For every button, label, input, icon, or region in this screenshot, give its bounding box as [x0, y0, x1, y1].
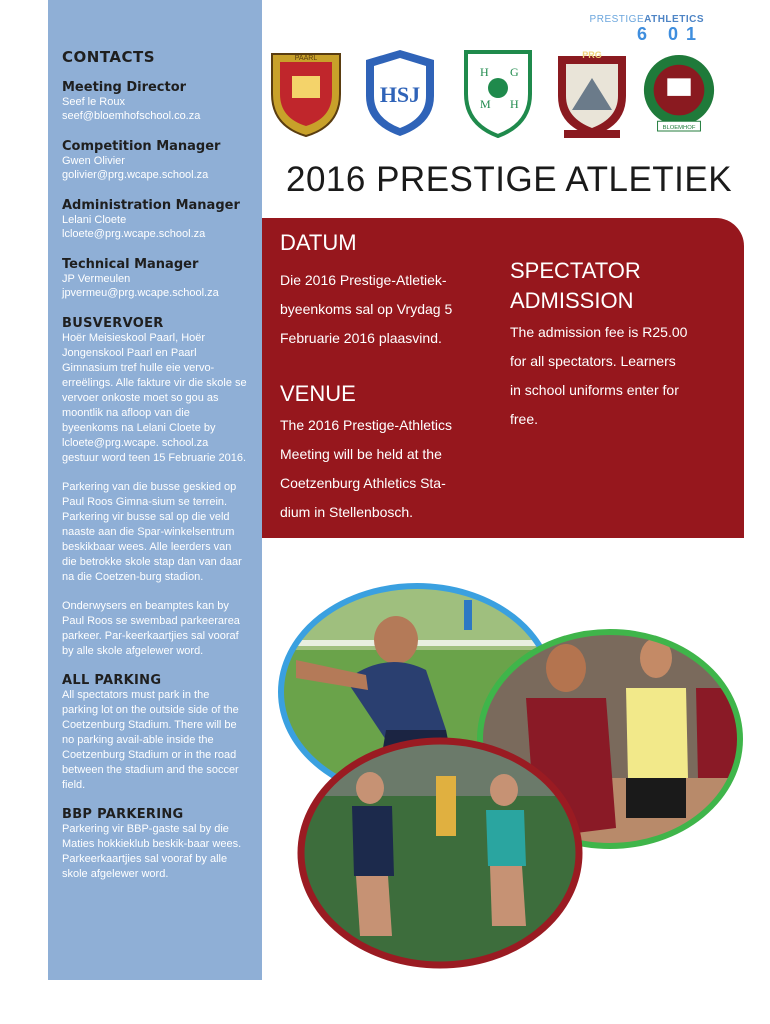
contact-email[interactable]: lcloete@prg.wcape.school.za	[62, 228, 206, 240]
datum-line: byeenkoms sal op Vrydag 5	[280, 301, 453, 317]
datum-line: Die 2016 Prestige-Atletiek-	[280, 272, 447, 288]
svg-text:PAARL: PAARL	[294, 55, 318, 62]
venue-line: Coetzenburg Athletics Sta-	[280, 475, 446, 491]
datum-section	[280, 228, 500, 527]
datum-line: Februarie 2016 plaasvind.	[280, 330, 442, 346]
svg-text:H: H	[480, 65, 489, 79]
brand-part1: PRESTIGE	[589, 14, 645, 25]
brand-part2: ATHLETICS	[644, 14, 704, 25]
spectator-line: free.	[510, 411, 539, 427]
spectator-section	[510, 256, 738, 434]
contact-administration-manager	[62, 198, 248, 241]
contact-email[interactable]: seef@bloemhofschool.co.za	[62, 110, 201, 122]
spectator-line: The admission fee is R25.00	[510, 324, 688, 340]
contact-meeting-director	[62, 80, 248, 123]
spectator-heading-line: SPECTATOR	[510, 258, 641, 283]
bbp-parkering-text: Parkering vir BBP-gaste sal by die Maties hokkieklub beskik-baar wees. Parkeerkaartjies sal vooraf by alle skole afgelewer word.	[62, 823, 242, 880]
paul-roos-crest-icon	[552, 46, 632, 138]
venue-line: dium in Stellenbosch.	[280, 504, 414, 520]
contact-name: Seef le Roux	[62, 96, 125, 108]
contact-name: Gwen Olivier	[62, 155, 125, 167]
all-parking-heading: ALL PARKING	[62, 673, 162, 688]
brand-number: 6 01	[636, 24, 704, 44]
contact-role: Competition Manager	[62, 139, 221, 154]
busvervoer-heading: BUSVERVOER	[62, 316, 164, 331]
spectator-line: for all spectators. Learners	[510, 353, 676, 369]
svg-text:HSJ: HSJ	[379, 82, 421, 107]
svg-text:M: M	[480, 97, 491, 111]
busvervoer-paragraph-3: Onderwysers en beamptes kan by Paul Roos se swembad parkeerarea parkeer. Par-keerkaartjies sal vooraf by alle skole afgelewer word.	[62, 600, 240, 657]
contact-role: Technical Manager	[62, 257, 199, 272]
female-runners-photo	[296, 736, 584, 970]
contact-technical-manager	[62, 257, 248, 300]
venue-line: The 2016 Prestige-Athletics	[280, 417, 452, 433]
hsj-crest-icon	[360, 46, 440, 138]
contact-email[interactable]: jpvermeu@prg.wcape.school.za	[62, 287, 219, 299]
busvervoer-paragraph-2: Parkering van die busse geskied op Paul Roos Gimna-sium se terrein. Parkering vir busse sal op die veld naaste aan die Spar-winkelsentrum beskikbaar wees. Alle leerders van die betrokke skole stap dan van daar na die Coetzen-burg stadion.	[62, 481, 242, 583]
svg-text:H: H	[510, 97, 519, 111]
spectator-line: in school uniforms enter for	[510, 382, 679, 398]
hms-crest-icon	[458, 46, 538, 138]
contacts-sidebar	[48, 0, 262, 980]
contact-name: Lelani Cloete	[62, 214, 127, 226]
contact-role: Meeting Director	[62, 80, 187, 95]
spectator-heading-line: ADMISSION	[510, 288, 634, 313]
bbp-parkering-heading: BBP PARKERING	[62, 807, 184, 822]
contact-role: Administration Manager	[62, 198, 240, 213]
bloemhof-crest-icon	[640, 46, 718, 138]
contact-name: JP Vermeulen	[62, 273, 131, 285]
venue-line: Meeting will be held at the	[280, 446, 442, 462]
datum-heading: DATUM	[280, 230, 357, 255]
busvervoer-paragraph-1: Hoër Meisieskool Paarl, Hoër Jongenskool Paarl en Paarl Gimnasium tref hulle eie vervo-erreëlings. Alle fakture vir die skole se vervoer onkoste moet so gou as moontlik na afloop van die byeenkoms na Lelani Cloete by lcloete@prg.wcape. school.za gestuur word teen 15 Februarie 2016.	[62, 332, 247, 464]
contact-competition-manager	[62, 139, 248, 182]
venue-heading: VENUE	[280, 381, 356, 406]
paarl-gimnasium-crest-icon	[266, 46, 346, 138]
contact-email[interactable]: golivier@prg.wcape.school.za	[62, 169, 209, 181]
svg-text:PRG: PRG	[582, 50, 602, 60]
svg-text:BLOEMHOF: BLOEMHOF	[662, 125, 696, 132]
all-parking-text: All spectators must park in the parking lot on the outside side of the Coetzenburg Stadium. There will be no parking avail-able inside the Coetzenburg Stadium or in the road between the stadium and the soccer field.	[62, 689, 239, 791]
contacts-heading: CONTACTS	[62, 48, 156, 66]
svg-text:G: G	[510, 65, 519, 79]
page-title: 2016 PRESTIGE ATLETIEK	[286, 160, 733, 199]
